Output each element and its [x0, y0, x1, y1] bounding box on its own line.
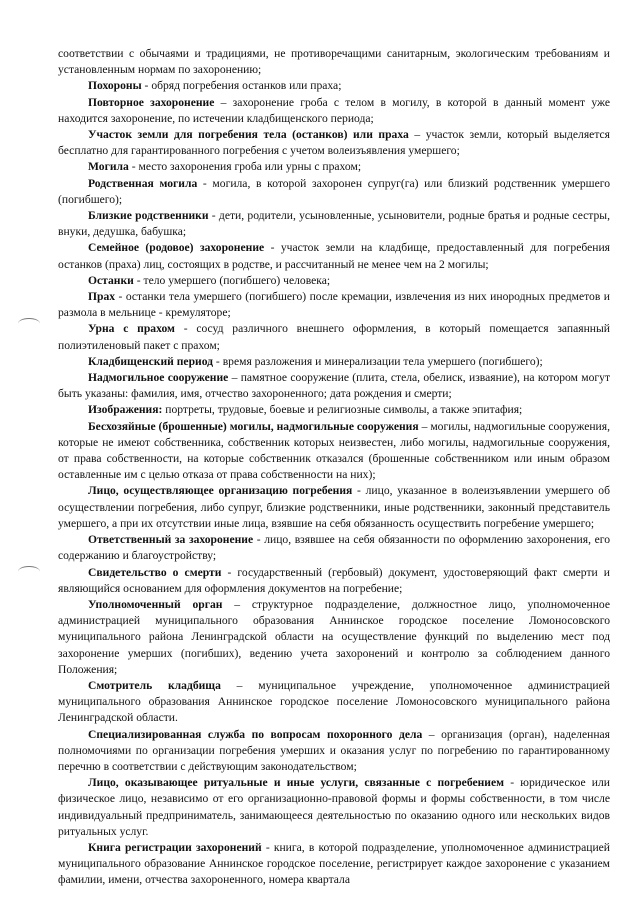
definition-text: – захоронение гроба с телом в могилу, в которой в данный момент уже находится захоронение, по истечении кладбищенского периода; [58, 95, 610, 125]
definition-term: Книга регистрации захоронений [88, 840, 262, 854]
definition-term: Смотритель кладбища [88, 678, 221, 692]
definition-paragraph [58, 289, 610, 321]
definition-paragraph [58, 95, 610, 127]
definition-term: Свидетельство о смерти [88, 565, 222, 579]
definition-paragraph [58, 565, 610, 597]
definition-text: - лицо, указанное в волеизъявлении умершего об осуществлении погребения, либо супруг, близкие родственники, иные родственники, законный представитель умершего, а при их отсутствии иные лица, взявшие на себя обязанность осуществить погребение умершего; [58, 484, 610, 530]
definition-term: Похороны [88, 79, 142, 93]
definition-paragraph [58, 240, 610, 272]
definition-term: Ответственный за захоронение [88, 533, 254, 547]
definition-term: Родственная могила [88, 176, 198, 190]
intro-paragraph: соответствии с обычаями и традициями, не противоречащими санитарным, экологическим требованиям и установленным нормам по захоронению; [58, 47, 610, 77]
definition-term: Надмогильное сооружение [88, 371, 229, 385]
definition-paragraph [58, 78, 610, 94]
definition-paragraph [58, 483, 610, 532]
definition-paragraph [58, 727, 610, 776]
definition-paragraph [58, 597, 610, 678]
definition-term: Лицо, оказывающее ритуальные и иные услуги, связанные с погребением [88, 776, 505, 790]
definition-text: – могилы, надмогильные сооружения, которые не имеют собственника, собственник которых неизвестен, либо могилы, надмогильные сооружения, от права собственности, на которые собственник отказался (брошенные собственником или иным образом оставленные им с целью отказа от права собственности на них); [58, 419, 610, 482]
definition-paragraph [58, 678, 610, 727]
definition-term: Семейное (родовое) захоронение [88, 241, 265, 255]
definition-text: – участок земли, который выделяется бесплатно для гарантированного погребения с учетом волеизъявления умершего; [58, 128, 611, 158]
definition-paragraph [58, 419, 610, 484]
definition-term: Прах [88, 290, 116, 304]
definition-term: Кладбищенский период [88, 354, 214, 368]
definition-text: – организация (орган), наделенная полномочиями по организации погребения умерших и оказания услуг по погребению по гарантированному перечню в соответствии с действующим законодательством; [58, 727, 610, 773]
definition-term: Лицо, осуществляющее организацию погребения [88, 484, 353, 498]
definition-text: - время разложения и минерализации тела умершего (погибшего); [213, 354, 543, 368]
binding-hole-mark-top [18, 318, 40, 329]
definition-paragraph [58, 370, 610, 402]
definition-paragraph [58, 321, 610, 353]
definition-text: - место захоронения гроба или урны с прахом; [128, 160, 362, 174]
definition-term: Близкие родственники [88, 209, 209, 223]
definition-paragraph [58, 127, 610, 159]
definition-text: - обряд погребения останков или праха; [141, 79, 342, 93]
definition-text: - тело умершего (погибшего) человека; [133, 273, 331, 287]
definition-text: портреты, трудовые, боевые и религиозные символы, а также эпитафия; [162, 403, 523, 417]
definition-term: Участок земли для погребения тела (останков) или праха [88, 128, 409, 142]
definition-term: Специализированная служба по вопросам похоронного дела [88, 727, 423, 741]
definitions-list [58, 78, 610, 888]
definition-text: - участок земли на кладбище, предоставленный для погребения останков (праха) лиц, состоящих в родстве, и рассчитанный не менее чем на 2 могилы; [58, 241, 610, 271]
definition-paragraph [58, 176, 610, 208]
definition-paragraph [58, 775, 610, 840]
definition-text: - государственный (гербовый) документ, удостоверяющий факт смерти и являющийся основанием для оформления документов на погребение; [58, 565, 610, 595]
binding-hole-mark-bottom [18, 566, 40, 577]
definition-text: - дети, родители, усыновленные, усыновители, родные братья и родные сестры, внуки, дедушка, бабушка; [58, 209, 610, 239]
definition-text: - останки тела умершего (погибшего) после кремации, извлечения из них инородных предметов и размола в мельнице - кремуляторе; [58, 290, 610, 320]
definition-term: Изображения: [88, 403, 163, 417]
definition-term: Останки [88, 273, 134, 287]
definition-paragraph [58, 273, 610, 289]
definition-paragraph [58, 840, 610, 889]
definition-paragraph [58, 208, 610, 240]
definition-text: – структурное подразделение, должностное лицо, уполномоченное администрацией муниципального образования Аннинское городское поселение Ломоносовского муниципального района Ленинградской области на осуществление функций по выделению мест под захоронение умерших (погибших), ведению учета захоронений и контролю за соблюдением данного Положения; [58, 597, 610, 676]
definition-text: - юридическое или физическое лицо, независимо от его организационно-правовой формы и формы собственности, в том числе индивидуальный предприниматель, занимающееся деятельностью по оказанию одного или нескольких видов ритуальных услуг. [58, 776, 610, 838]
definition-term: Повторное захоронение [88, 95, 215, 109]
definition-text: - могила, в которой захоронен супруг(га) или близкий родственник умершего (погибшего); [58, 176, 611, 206]
definition-text: - лицо, взявшее на себя обязанности по оформлению захоронения, его содержанию и благоустройству; [58, 533, 611, 563]
definition-paragraph [58, 532, 610, 564]
definition-paragraph [58, 159, 610, 175]
definition-paragraph [58, 354, 610, 370]
definition-text: - книга, в которой подразделение, уполномоченное администрацией муниципального образование Аннинское городское поселение, регистрирует каждое захоронение с указанием фамилии, имени, отчества захороненного, номера квартала [58, 840, 610, 887]
definition-term: Могила [88, 160, 129, 174]
definition-text: - сосуд различного внешнего оформления, в который помещается запаянный полиэтиленовый пакет с прахом; [58, 322, 610, 352]
definition-text: – памятное сооружение (плита, стела, обелиск, изваяние), на котором могут быть указаны: фамилия, имя, отчество захороненного; дата рождения и смерти; [58, 371, 611, 401]
document-page [58, 46, 610, 889]
definition-term: Урна с прахом [88, 322, 175, 336]
definition-text: – муниципальное учреждение, уполномоченное администрацией муниципального образования Аннинское городское поселение Ломоносовского муниципального района Ленинградской области. [58, 678, 610, 725]
definition-term: Уполномоченный орган [88, 597, 223, 611]
definition-term: Бесхозяйные (брошенные) могилы, надмогильные сооружения [88, 419, 419, 433]
definition-paragraph [58, 402, 610, 418]
